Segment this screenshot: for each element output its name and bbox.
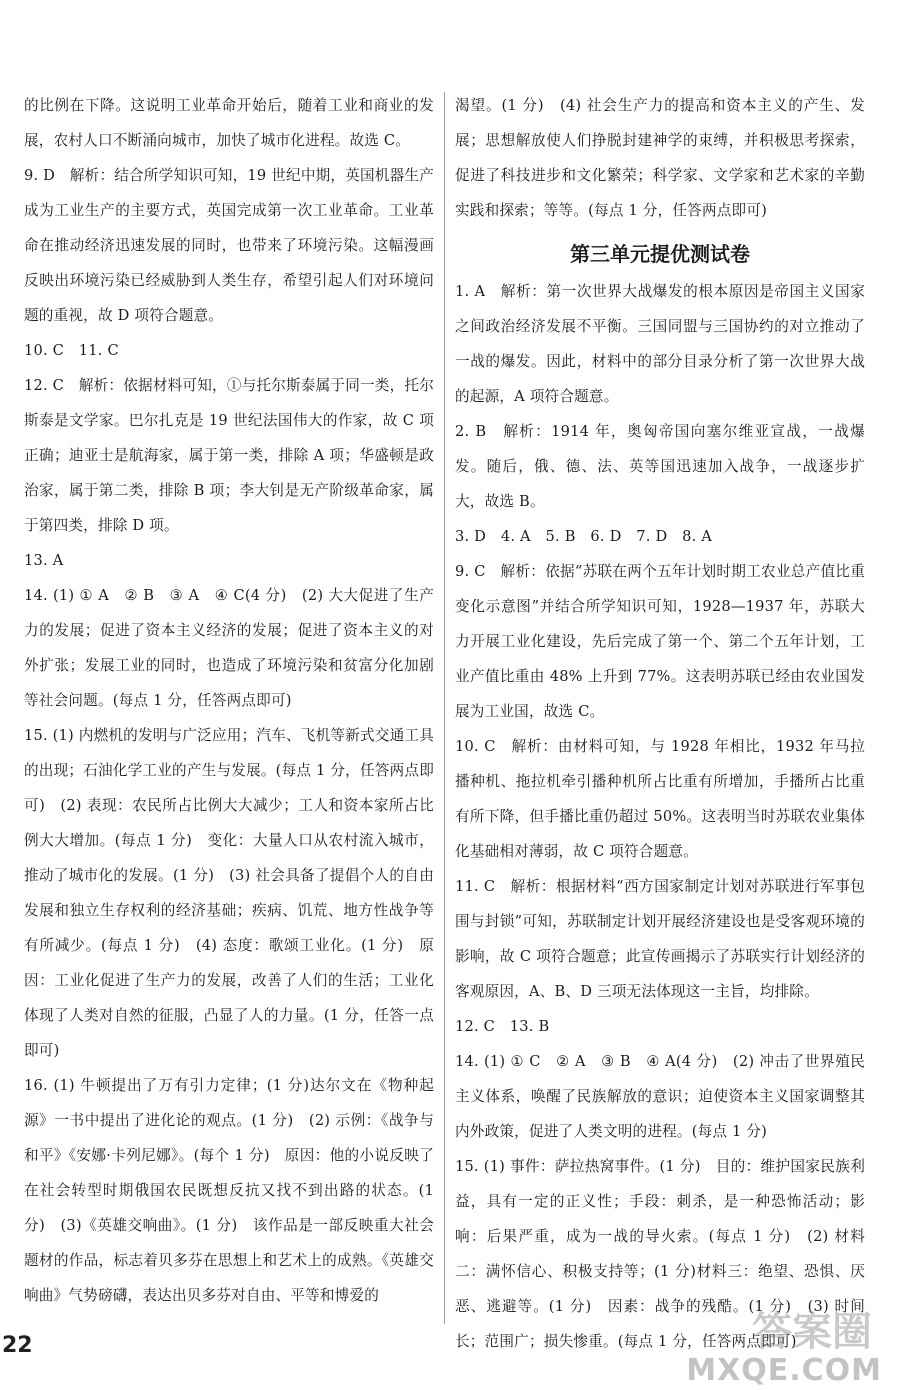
left-column — [24, 88, 434, 1313]
watermark-top: 答案圈 — [752, 1309, 872, 1355]
answer-paragraph: 1. A 解析：第一次世界大战爆发的根本原因是帝国主义国家之间政治经济发展不平衡。三国同盟与三国协约的对立推动了一战的爆发。因此，材料中的部分目录分析了第一次世界大战的起源，A 项符合题意。 — [455, 283, 865, 405]
answer-paragraph: 16. (1) 牛顿提出了万有引力定律；(1 分)达尔文在《物种起源》一书中提出了进化论的观点。(1 分) (2) 示例：《战争与和平》《安娜·卡列尼娜》。(每个 1 分) 原因：他的小说反映了在社会转型时期俄国农民既想反抗又找不到出路的状态。(1 分) (3)《英雄交响曲》。(1 分) 该作品是一部反映重大社会题材的作品，标志着贝多芬在思想上和艺术上的成熟。《英雄交响曲》气势磅礴，表达出贝多芬对自由、平等和博爱的 — [24, 1077, 434, 1304]
answer-paragraph: 10. C 解析：由材料可知，与 1928 年相比，1932 年马拉播种机、拖拉机牵引播种机所占比重有所增加，手播所占比重有所下降，但手播比重仍超过 50%。这表明当时苏联农业集体化基础相对薄弱，故 C 项符合题意。 — [455, 738, 865, 860]
answer-paragraph: 14. (1) ① C ② A ③ B ④ A(4 分) (2) 冲击了世界殖民主义体系，唤醒了民族解放的意识；迫使资本主义国家调整其内外政策，促进了人类文明的进程。(每点 1 分) — [455, 1053, 865, 1140]
right-column — [455, 88, 865, 1359]
answer-paragraph: 15. (1) 事件：萨拉热窝事件。(1 分) 目的：维护国家民族利益，具有一定的正义性；手段：刺杀，是一种恐怖活动；影响：后果严重，成为一战的导火索。(每点 1 分) (2) 材料二：满怀信心、积极支持等；(1 分)材料三：绝望、恐惧、厌恶、逃避等。(1 分) 因素：战争的残酷。(1 分) (3) 时间长；范围广；损失惨重。(每点 1 分，任答两点即可) — [455, 1158, 865, 1350]
answer-paragraph: 12. C 解析：依据材料可知，①与托尔斯泰属于同一类，托尔斯泰是文学家。巴尔扎克是 19 世纪法国伟大的作家，故 C 项正确；迪亚士是航海家，属于第一类，排除 A 项；华盛顿是政治家，属于第二类，排除 B 项；李大钊是无产阶级革命家，属于第四类，排除 D 项。 — [24, 377, 434, 534]
answer-paragraph: 14. (1) ① A ② B ③ A ④ C(4 分) (2) 大大促进了生产力的发展；促进了资本主义经济的发展；促进了资本主义的对外扩张；发展工业的同时，也造成了环境污染和贫富分化加剧等社会问题。(每点 1 分，任答两点即可) — [24, 587, 434, 709]
answer-paragraph: 渴望。(1 分) (4) 社会生产力的提高和资本主义的产生、发展；思想解放使人们挣脱封建神学的束缚，并积极思考探索，促进了科技进步和文化繁荣；科学家、文学家和艺术家的辛勤实践和探索；等等。(每点 1 分，任答两点即可) — [455, 97, 865, 219]
answer-paragraph: 11. C 解析：根据材料“西方国家制定计划对苏联进行军事包围与封锁”可知，苏联制定计划开展经济建设也是受客观环境的影响，故 C 项符合题意；此宣传画揭示了苏联实行计划经济的客观原因，A、B、D 三项无法体现这一主旨，均排除。 — [455, 878, 865, 1000]
answer-paragraph: 12. C 13. B — [455, 1018, 550, 1035]
answer-paragraph: 2. B 解析：1914 年，奥匈帝国向塞尔维亚宣战，一战爆发。随后，俄、德、法、英等国迅速加入战争，一战逐步扩大，故选 B。 — [455, 423, 865, 510]
answer-paragraph: 9. C 解析：依据“苏联在两个五年计划时期工农业总产值比重变化示意图”并结合所学知识可知，1928—1937 年，苏联大力开展工业化建设，先后完成了第一个、第二个五年计划，工业产值比重由 48% 上升到 77%。这表明苏联已经由农业国发展为工业国，故选 C。 — [455, 563, 865, 720]
answer-paragraph: 13. A — [24, 552, 64, 569]
answer-paragraph: 的比例在下降。这说明工业革命开始后，随着工业和商业的发展，农村人口不断涌向城市，加快了城市化进程。故选 C。 — [24, 97, 434, 149]
watermark-url: MXQE.COM — [686, 1353, 882, 1388]
section-title: 第三单元提优测试卷 — [570, 242, 750, 266]
watermark-logo — [686, 1300, 882, 1388]
answer-paragraph: 15. (1) 内燃机的发明与广泛应用；汽车、飞机等新式交通工具的出现；石油化学工业的产生与发展。(每点 1 分，任答两点即可) (2) 表现：农民所占比例大大减少；工人和资本家所占比例大大增加。(每点 1 分) 变化：大量人口从农村流入城市，推动了城市化的发展。(1 分) (3) 社会具备了提倡个人的自由发展和独立生存权利的经济基础；疾病、饥荒、地方性战争等有所减少。(每点 1 分) (4) 态度：歌颂工业化。(1 分) 原因：工业化促进了生产力的发展，改善了人们的生活；工业化体现了人类对自然的征服，凸显了人的力量。(1 分，任答一点即可) — [24, 727, 434, 1059]
answer-paragraph: 3. D 4. A 5. B 6. D 7. D 8. A — [455, 528, 713, 545]
answer-paragraph: 10. C 11. C — [24, 342, 119, 359]
column-divider — [444, 92, 445, 1324]
answer-paragraph: 9. D 解析：结合所学知识可知，19 世纪中期，英国机器生产成为工业生产的主要方式，英国完成第一次工业革命。工业革命在推动经济迅速发展的同时，也带来了环境污染。这幅漫画反映出环境污染已经威胁到人类生存，希望引起人们对环境问题的重视，故 D 项符合题意。 — [24, 167, 434, 324]
page-number: 22 — [2, 1333, 33, 1358]
